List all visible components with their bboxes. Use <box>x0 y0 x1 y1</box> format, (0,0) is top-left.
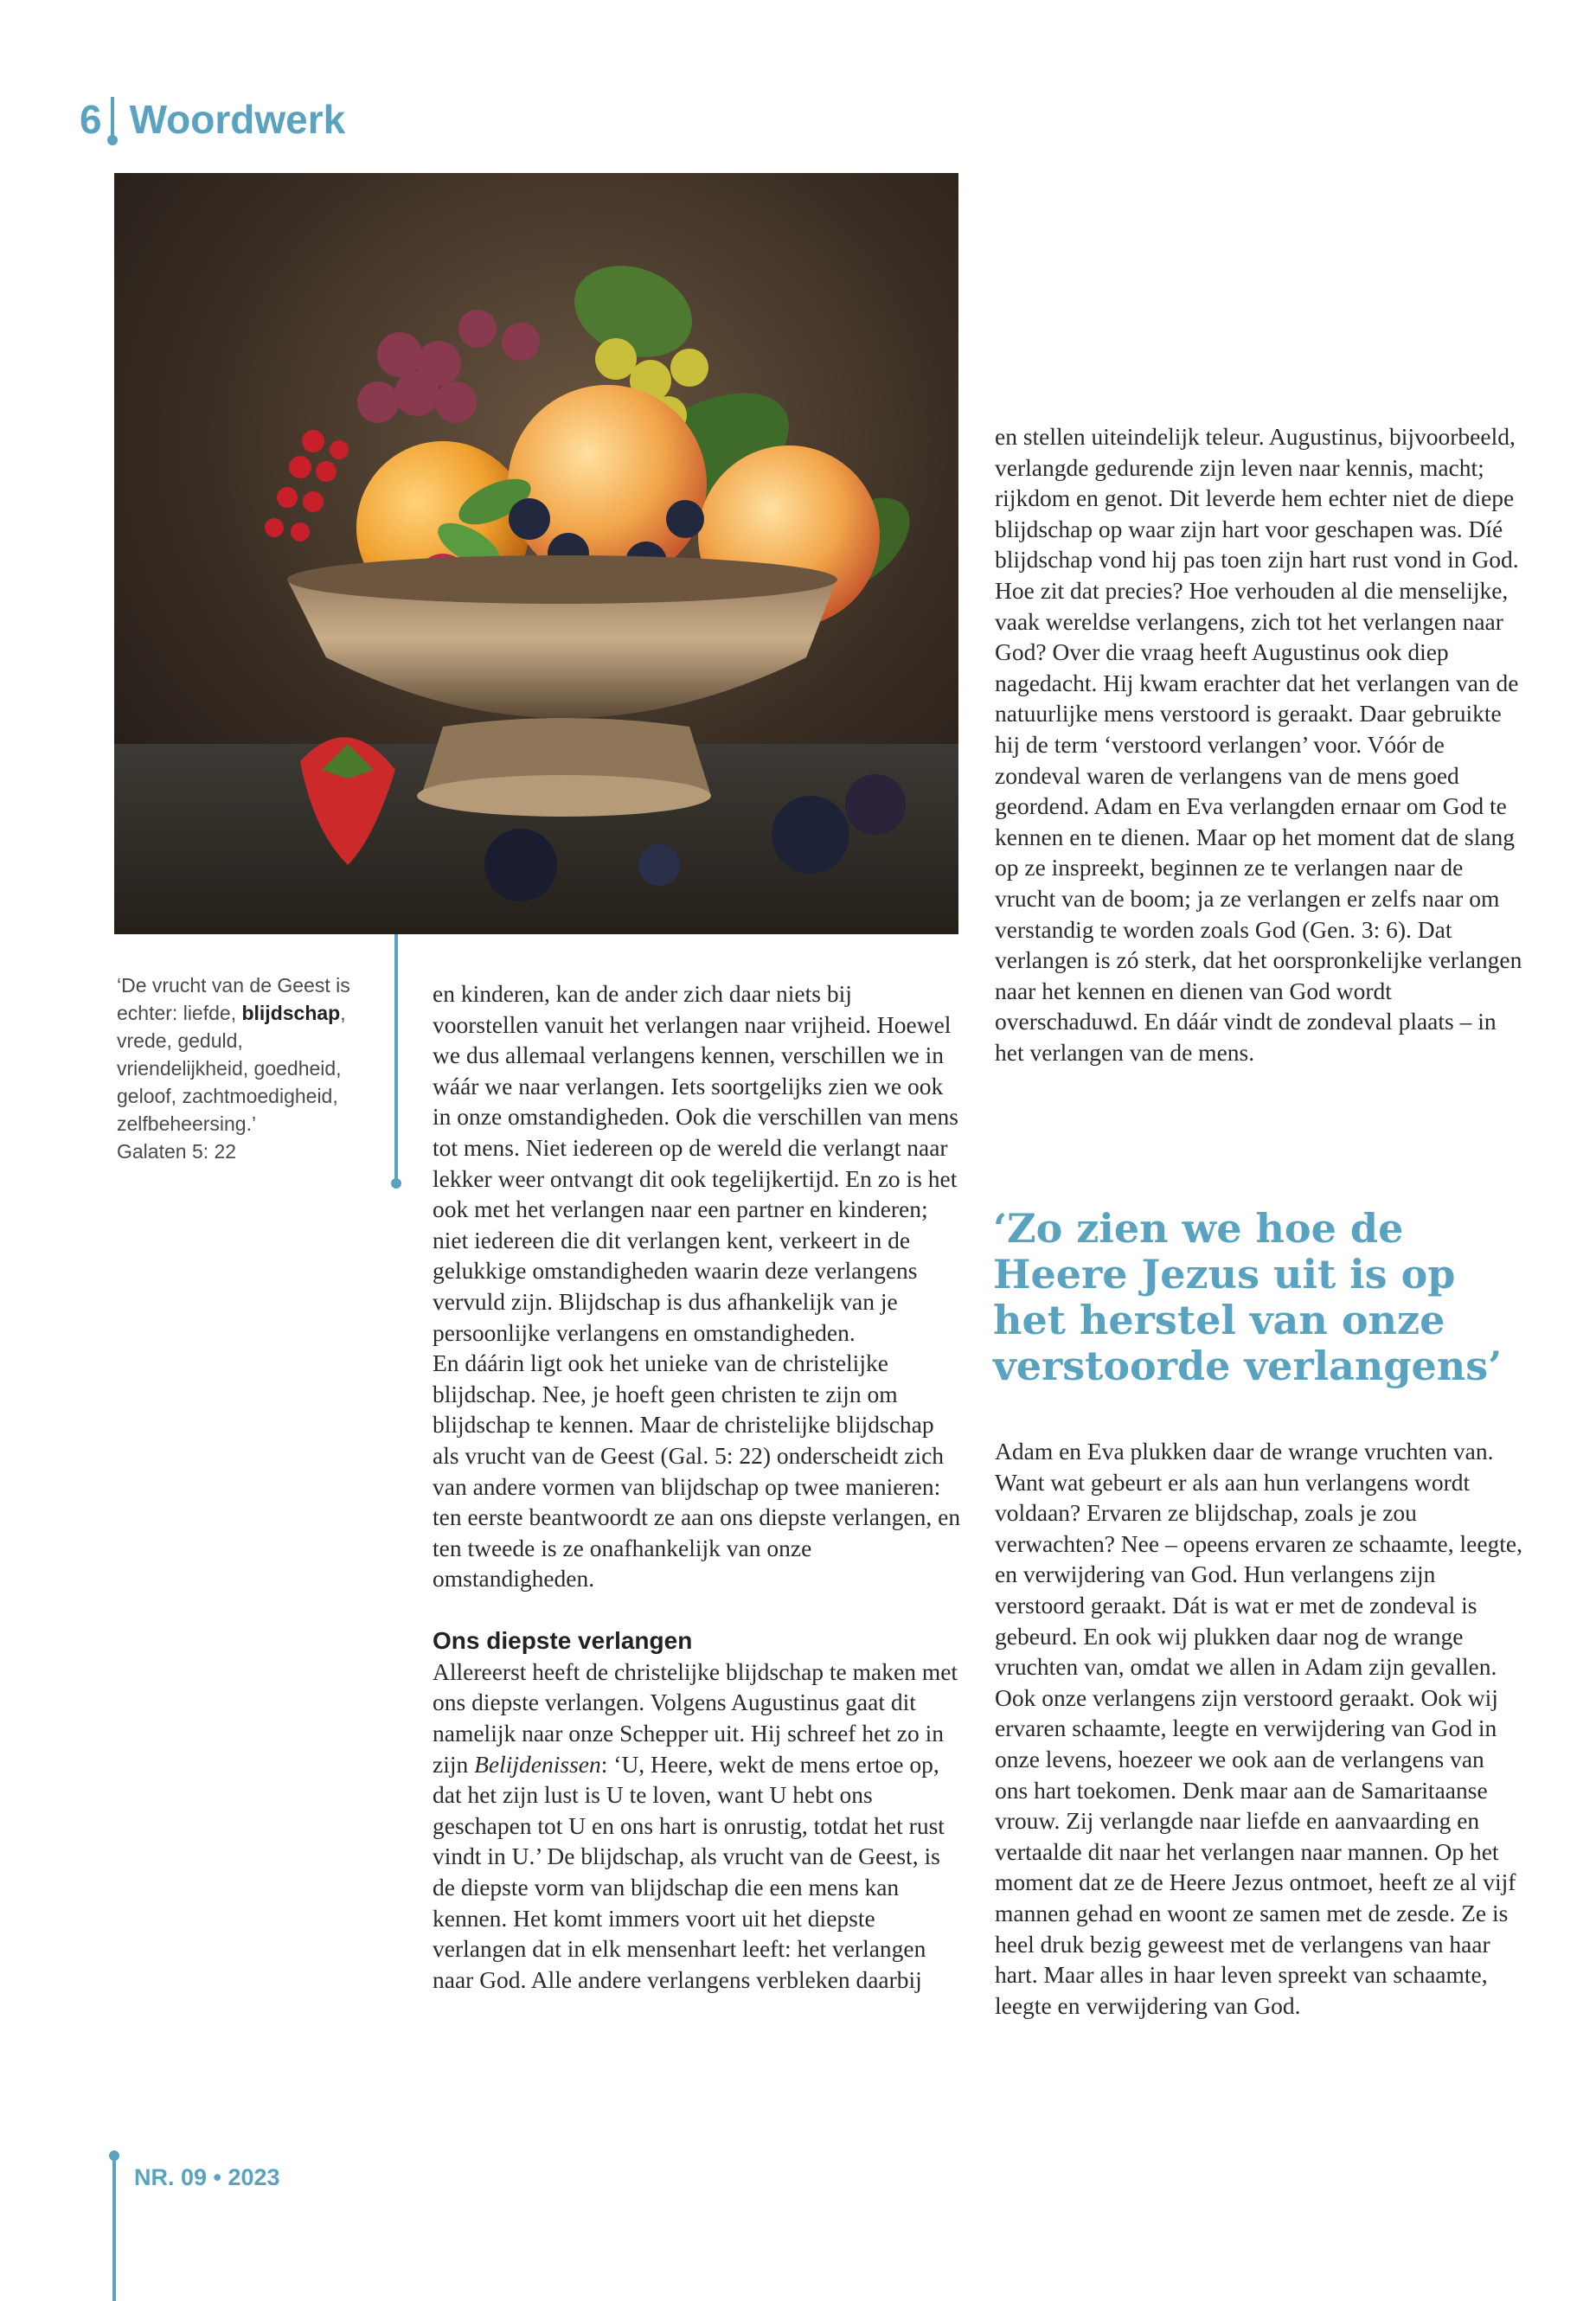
caption-bold-word: blijdschap <box>241 1002 341 1024</box>
caption-divider <box>394 934 398 1185</box>
paragraph <box>433 1657 962 1996</box>
paragraph: En dáárin ligt ook het unieke van de christelijke blijdschap. Nee, je hoeft geen christen te zijn om blijdschap te kennen. Maar de christelijke blijdschap als vrucht van de Geest (Gal. 5: 22) onderscheidt zich van andere vormen van blijdschap op twee manieren: ten eerste beantwoordt ze aan ons diepste verlangen, en ten tweede is ze onafhankelijk van onze omstandigheden. <box>433 1349 961 1593</box>
footer-divider <box>112 2154 116 2301</box>
paragraph: en kinderen, kan de ander zich daar niets bij voorstellen vanuit het verlangen naar vrijheid. Hoewel we dus allemaal verlangens kennen, verschillen we in wáár we naar verlangen. Iets soortgelijks zien we ook in onze omstandigheden. Ook die verschillen van mens tot mens. Niet iedereen op de wereld die verlangt naar lekker weer ontvangt dit ook tegelijkertijd. En zo is het ook met het verlangen naar een partner en kinderen; niet iedereen die dit verlangen kent, verkeert in de gelukkige omstandigheden waarin deze verlangens vervuld zijn. Blijdschap is dus afhankelijk van je persoonlijke verlangens en omstandigheden. <box>433 980 958 1346</box>
paragraph-text: : ‘U, Heere, wekt de mens ertoe op, dat het zijn lust is U te loven, want U hebt ons geschapen tot U en ons hart is onrustig, totdat het rust vindt in U.’ De blijdschap, als vrucht van de Geest, is de diepste vorm van blijdschap die een mens kan kennen. Het komt immers voort uit het diepste verlangen dat in elk mensenhart leeft: het verlangen naar God. Alle andere verlangens verbleken daarbij <box>433 1750 945 1993</box>
column-1 <box>433 978 962 1995</box>
paragraph-text: Allereerst heeft de christelijke blijdschap te maken met ons diepste verlangen. Volgens Augustinus gaat dit namelijk naar onze Schepper uit. Hij schreef het zo in zijn <box>433 1657 958 1778</box>
caption-reference: Galaten 5: 22 <box>117 1140 237 1163</box>
page-number: 6 <box>80 97 102 142</box>
scripture-caption <box>117 971 376 1165</box>
book-title: Belijdenissen <box>474 1750 601 1778</box>
issue-label: NR. 09 • 2023 <box>134 2164 280 2190</box>
caption-text-end: , vrede, geduld, vriendelijkheid, goedheid, geloof, zachtmoedigheid, zelfbeheersing.’ <box>117 1002 346 1135</box>
subheading: Ons diepste verlangen <box>433 1626 693 1654</box>
paragraph: Hoe zit dat precies? Hoe verhouden al die menselijke, vaak wereldse verlangens, zich tot het verlangen naar God? Over die vraag heeft Augustinus ook diep nagedacht. Hij kwam erachter dat het verlangen van de natuurlijke mens verstoord is geraakt. Daar gebruikte hij de term ‘verstoord verlangen’ voor. Vóór de zondeval waren de verlangens van de mens goed geordend. Adam en Eva verlangden ernaar om God te kennen en te dienen. Maar op het moment dat de slang op ze inspreekt, beginnen ze te verlangen naar de vrucht van de boom; ja ze verlangen er zelfs naar om verstandig te worden zoals God (Gen. 3: 6). Dat verlangen is zó sterk, dat het oorspronkelijke verlangen naar het kennen en dienen van God wordt overschaduwd. En dáár vindt de zondeval plaats – in het verlangen van de mens. <box>995 576 1522 1066</box>
column-3 <box>995 1436 1522 2021</box>
caption-text-start: ‘De vrucht van de Geest is echter: liefde, <box>117 974 350 1024</box>
page-header <box>80 93 345 145</box>
fruit-bowl-photo <box>114 173 958 934</box>
header-divider <box>111 97 114 142</box>
column-2 <box>995 421 1522 1067</box>
section-title: Woordwerk <box>129 97 346 142</box>
paragraph: Adam en Eva plukken daar de wrange vruchten van. Want wat gebeurt er als aan hun verlangens wordt voldaan? Ervaren ze blijdschap, zoals je zou verwachten? Nee – opeens ervaren ze schaamte, leegte, en verwijdering van God. Hun verlangens zijn verstoord geraakt. Dát is wat er met de zondeval is gebeurd. En ook wij plukken daar nog de wrange vruchten van, omdat we allen in Adam zijn gevallen. Ook onze verlangens zijn verstoord geraakt. Ook wij ervaren schaamte, leegte en verwijdering van God in onze levens, hoezeer we ook aan de verlangens van ons hart toekomen. Denk maar aan de Samaritaanse vrouw. Zij verlangde naar liefde en aanvaarding en vertaalde dit naar het verlangen naar mannen. Op het moment dat ze de Heere Jezus ontmoet, heeft ze al vijf mannen gehad en woont ze samen met de zesde. Ze is heel druk bezig geweest met de verlangens van haar hart. Maar alles in haar leven spreekt van schaamte, leegte en verwijdering van God. <box>995 1438 1522 2019</box>
paragraph: en stellen uiteindelijk teleur. Augustinus, bijvoorbeeld, verlangde gedurende zijn leven naar kennis, macht; rijkdom en genot. Dit leverde hem echter niet de diepe blijdschap op waar zijn hart voor geschapen was. Díé blijdschap vond hij pas toen zijn hart rust vond in God. <box>995 423 1519 574</box>
pull-quote: ‘Zo zien we hoe de Heere Jezus uit is op het herstel van onze verstoorde verlangens’ <box>993 1205 1503 1389</box>
